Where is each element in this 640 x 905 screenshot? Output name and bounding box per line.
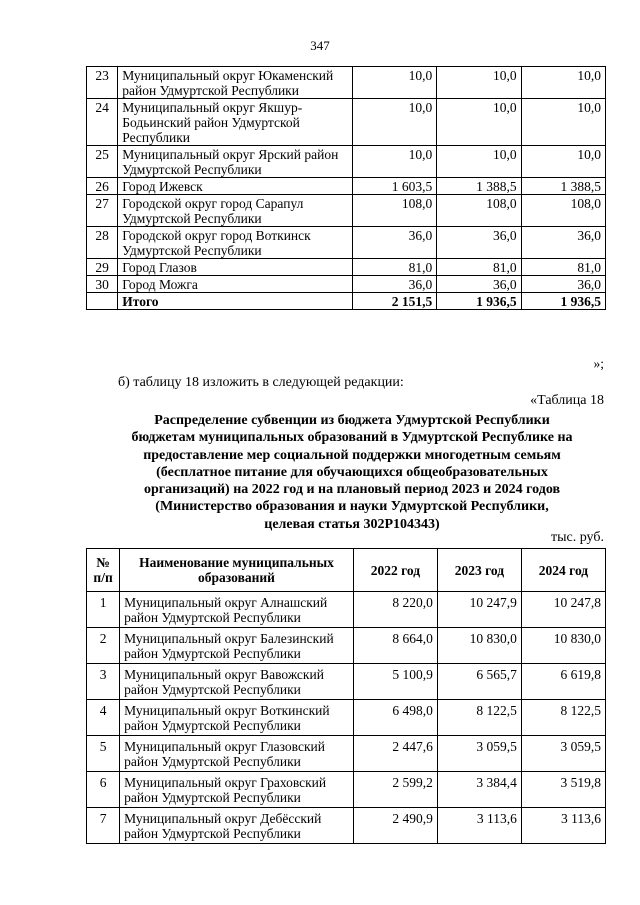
municipality-name: Муниципальный округ Ярский район Удмуртской Республики (118, 146, 353, 178)
value-2023: 3 384,4 (437, 772, 521, 808)
row-number: 6 (87, 772, 120, 808)
table-row (87, 592, 606, 628)
table-row (87, 99, 606, 146)
title-line: бюджетам муниципальных образований в Удмуртской Республике на (131, 430, 573, 446)
table-row (87, 67, 606, 99)
value-2022: 81,0 (352, 259, 436, 276)
row-number: 27 (87, 195, 118, 227)
table-row (87, 276, 606, 293)
value-2023: 36,0 (437, 276, 521, 293)
header-2022: 2022 год (353, 549, 437, 592)
value-2022: 10,0 (352, 67, 436, 99)
total-2023: 1 936,5 (437, 293, 521, 310)
municipality-name: Город Глазов (118, 259, 353, 276)
table-row (87, 195, 606, 227)
row-number: 30 (87, 276, 118, 293)
value-2023: 10,0 (437, 67, 521, 99)
distribution-table (86, 548, 606, 844)
table-row (87, 772, 606, 808)
table-row (87, 628, 606, 664)
value-2022: 1 603,5 (352, 178, 436, 195)
header-row (87, 549, 606, 592)
row-number: 2 (87, 628, 120, 664)
table-row (87, 178, 606, 195)
municipality-name: Муниципальный округ Воткинский район Удмуртской Республики (120, 700, 354, 736)
table-row (87, 700, 606, 736)
value-2024: 6 619,8 (521, 664, 605, 700)
value-2024: 10 247,8 (521, 592, 605, 628)
value-2022: 10,0 (352, 99, 436, 146)
row-number: 1 (87, 592, 120, 628)
title-line: Распределение субвенции из бюджета Удмуртской Республики (154, 413, 550, 428)
value-2023: 1 388,5 (437, 178, 521, 195)
value-2022: 8 220,0 (353, 592, 437, 628)
value-2024: 10,0 (521, 99, 605, 146)
header-name: Наименование муниципальных образований (120, 549, 354, 592)
value-2024: 10,0 (521, 67, 605, 99)
row-number: 23 (87, 67, 118, 99)
value-2022: 2 599,2 (353, 772, 437, 808)
continued-table (86, 66, 606, 310)
row-number: 24 (87, 99, 118, 146)
table-row (87, 664, 606, 700)
value-2023: 6 565,7 (437, 664, 521, 700)
value-2022: 2 490,9 (353, 808, 437, 844)
value-2024: 10 830,0 (521, 628, 605, 664)
total-2022: 2 151,5 (352, 293, 436, 310)
distribution-table-body (87, 592, 606, 844)
value-2024: 36,0 (521, 227, 605, 259)
continued-table-body (87, 67, 606, 310)
row-number: 28 (87, 227, 118, 259)
table-row (87, 736, 606, 772)
municipality-name: Городской округ город Воткинск Удмуртской Республики (118, 227, 353, 259)
value-2023: 10,0 (437, 146, 521, 178)
row-number: 26 (87, 178, 118, 195)
municipality-name: Муниципальный округ Граховский район Удмуртской Республики (120, 772, 354, 808)
row-number: 3 (87, 664, 120, 700)
value-2023: 108,0 (437, 195, 521, 227)
municipality-name: Городской округ город Сарапул Удмуртской Республики (118, 195, 353, 227)
municipality-name: Муниципальный округ Вавожский район Удмуртской Республики (120, 664, 354, 700)
value-2023: 10,0 (437, 99, 521, 146)
value-2023: 81,0 (437, 259, 521, 276)
municipality-name: Муниципальный округ Дебёсский район Удмуртской Республики (120, 808, 354, 844)
value-2024: 1 388,5 (521, 178, 605, 195)
municipality-name: Муниципальный округ Глазовский район Удмуртской Республики (120, 736, 354, 772)
units-label: тыс. руб. (551, 530, 604, 545)
value-2022: 5 100,9 (353, 664, 437, 700)
value-2023: 10 247,9 (437, 592, 521, 628)
table-row (87, 808, 606, 844)
table-row (87, 146, 606, 178)
row-number: 4 (87, 700, 120, 736)
value-2024: 81,0 (521, 259, 605, 276)
value-2022: 36,0 (352, 276, 436, 293)
value-2024: 108,0 (521, 195, 605, 227)
instruction-text: б) таблицу 18 изложить в следующей редакции: (118, 375, 404, 390)
municipality-name: Муниципальный округ Якшур-Бодьинский район Удмуртской Республики (118, 99, 353, 146)
row-number: 25 (87, 146, 118, 178)
value-2023: 10 830,0 (437, 628, 521, 664)
value-2024: 10,0 (521, 146, 605, 178)
total-2024: 1 936,5 (521, 293, 605, 310)
table-header (87, 549, 606, 592)
value-2022: 36,0 (352, 227, 436, 259)
value-2022: 10,0 (352, 146, 436, 178)
row-number: 7 (87, 808, 120, 844)
header-2024: 2024 год (521, 549, 605, 592)
value-2022: 108,0 (352, 195, 436, 227)
row-number: 29 (87, 259, 118, 276)
municipality-name: Город Ижевск (118, 178, 353, 195)
closing-quote: »; (593, 356, 604, 371)
table-row (87, 227, 606, 259)
table-label: «Таблица 18 (530, 393, 604, 408)
value-2024: 3 113,6 (521, 808, 605, 844)
value-2023: 3 059,5 (437, 736, 521, 772)
title-line: организаций) на 2022 год и на плановый период 2023 и 2024 годов (143, 482, 561, 498)
value-2022: 8 664,0 (353, 628, 437, 664)
municipality-name: Муниципальный округ Алнашский район Удмуртской Республики (120, 592, 354, 628)
value-2022: 2 447,6 (353, 736, 437, 772)
value-2024: 8 122,5 (521, 700, 605, 736)
value-2022: 6 498,0 (353, 700, 437, 736)
total-row (87, 293, 606, 310)
title-line: целевая статья 302P104343) (264, 516, 440, 532)
value-2024: 36,0 (521, 276, 605, 293)
municipality-name: Город Можга (118, 276, 353, 293)
table-title (96, 412, 608, 533)
row-number: 5 (87, 736, 120, 772)
title-line: предоставление мер социальной поддержки многодетным семьям (143, 447, 561, 463)
page-number: 347 (310, 38, 330, 53)
header-2023: 2023 год (437, 549, 521, 592)
municipality-name: Муниципальный округ Юкаменский район Удмуртской Республики (118, 67, 353, 99)
value-2024: 3 519,8 (521, 772, 605, 808)
title-line: (Министерство образования и науки Удмуртской Республики, (155, 499, 549, 515)
value-2024: 3 059,5 (521, 736, 605, 772)
value-2023: 36,0 (437, 227, 521, 259)
total-number-cell (87, 293, 118, 310)
value-2023: 8 122,5 (437, 700, 521, 736)
total-label: Итого (118, 293, 353, 310)
header-number: № п/п (87, 549, 120, 592)
title-line: (бесплатное питание для обучающихся общеобразовательных (156, 464, 548, 480)
table-row (87, 259, 606, 276)
value-2023: 3 113,6 (437, 808, 521, 844)
municipality-name: Муниципальный округ Балезинский район Удмуртской Республики (120, 628, 354, 664)
